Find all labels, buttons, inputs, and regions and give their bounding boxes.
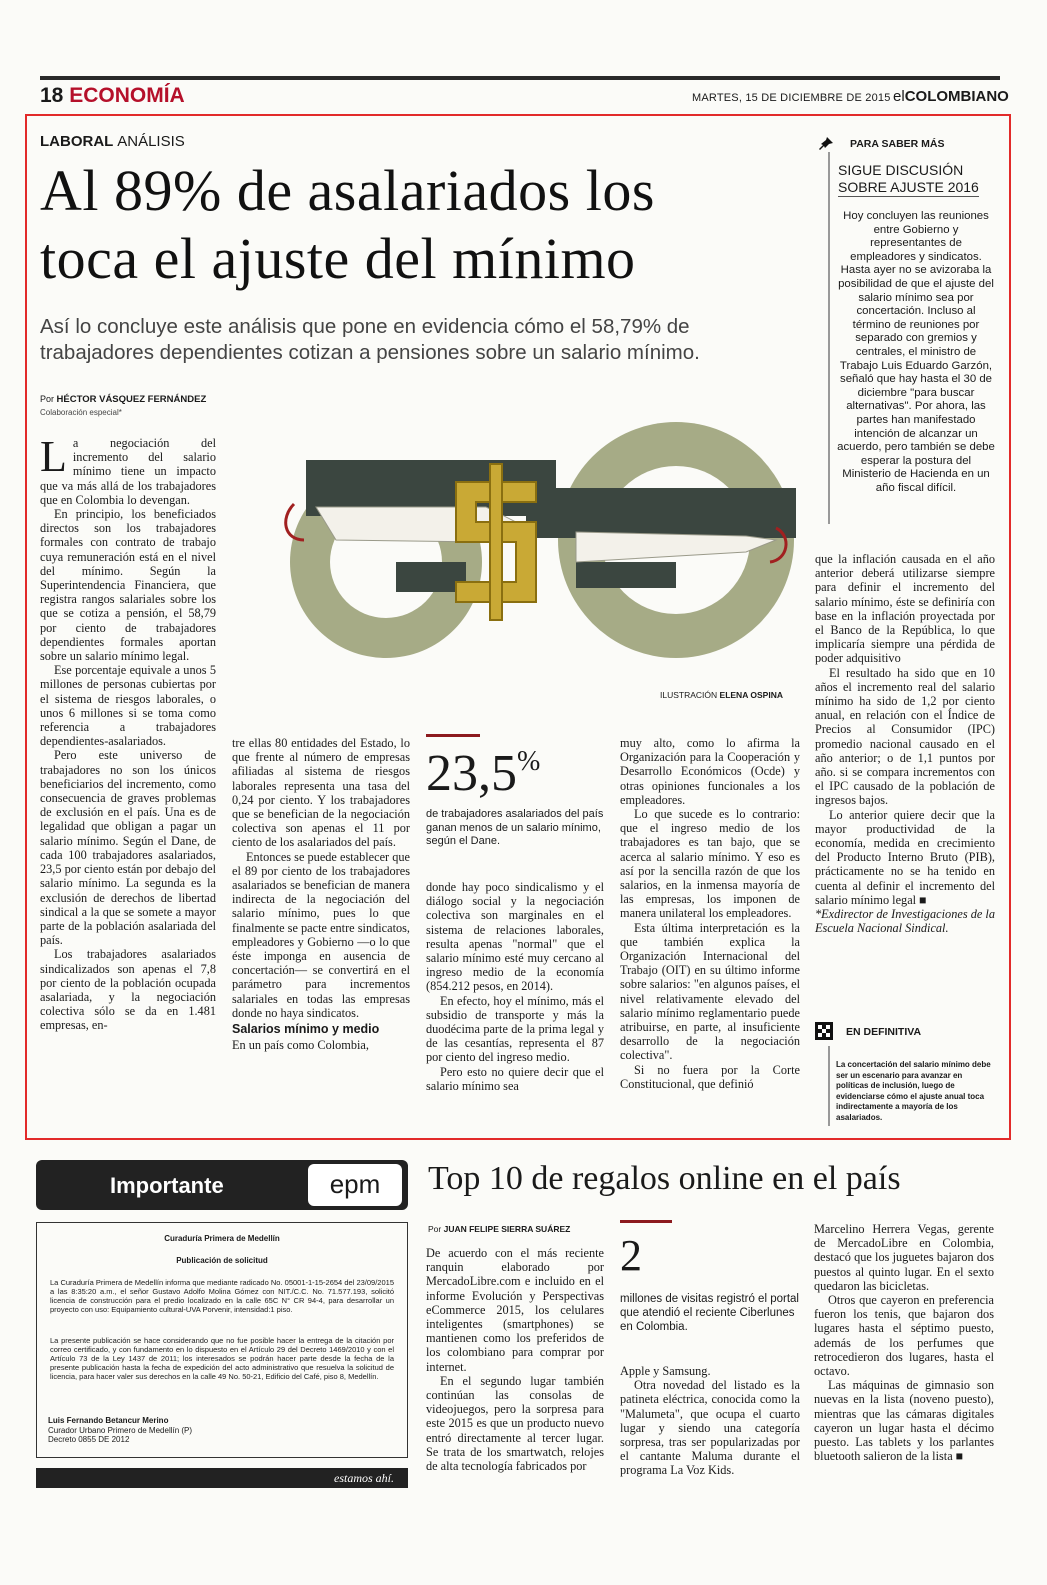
byline-prefix: Por bbox=[40, 394, 55, 404]
epm-logo: epm bbox=[308, 1164, 402, 1206]
article-footnote: *Exdirector de Investigaciones de la Escuela Nacional Sindical. bbox=[815, 907, 995, 936]
headline-line-2: toca el ajuste del mínimo bbox=[40, 226, 636, 291]
pullquote-unit: % bbox=[517, 746, 541, 777]
col5-p3: Lo anterior quiere decir que la mayor productividad de la economía, medida en crecimiento del Producto Interno Bruto (PIB), prácticamente no se ha tenido en cuenta al definir el incremento del salario mínimo legal ■ bbox=[815, 807, 995, 907]
sidebar-body: Hoy concluyen las reuniones entre Gobierno y representantes de empleadores y sindicatos. Hasta ayer no se avizoraba la posibilidad de que el ajuste del salario mínimo sea por concertación. Incluso al término de reuniones por separado con gremios y centrales, el ministro de Trabajo Luis Eduardo Garzón, señaló que hay hasta el 30 de diciembre "para buscar alternativas". Por ahora, las partes han manifestado intención de alcanzar un acuerdo, pero también se debe esperar la postura del Ministerio de Hacienda en un año fiscal difícil. bbox=[837, 210, 995, 494]
pullquote-text: de trabajadores asalariados del país ganan menos de un salario mínimo, según el Dane. bbox=[426, 808, 604, 847]
page-number: 18 bbox=[40, 84, 64, 107]
header-rule bbox=[40, 76, 1000, 80]
ad-subtitle: Publicación de solicitud bbox=[176, 1256, 268, 1265]
article-column-5 bbox=[815, 552, 995, 935]
sidebar-title bbox=[838, 162, 979, 197]
story2-byline-name: JUAN FELIPE SIERRA SUÁREZ bbox=[443, 1224, 571, 1234]
pin-icon bbox=[818, 136, 834, 152]
brand-name: COLOMBIANO bbox=[904, 88, 1009, 105]
ad-paragraph-2: La presente publicación se hace considerando que no fue posible hacer la entrega de la citación por correo certificado, y con fundamento en lo dispuesto en el Artículo 29 del Decreto 1469/2010 y con el Artículo 73 de la Ley 1437 de 2011; los interesados se podrán hacer parte desde la fecha de la presente publicación hasta la fecha de expedición del acto administrativo que resuelva la solicitud de licencia, para hacer valer sus derechos en la calle 49 No. 50-21, Edificio del Café, piso 8, Medellín. bbox=[50, 1336, 394, 1381]
col4-p3: Esta última interpretación es la que también explica la Organización Internacional del Trabajo (OIT) en su último informe sobre salarios: "en algunos países, el nivel relativamente elevado del salario mínimo reglamentario puede atribuirse, en parte, al insuficiente desarrollo de la negociación colectiva". bbox=[620, 920, 800, 1063]
byline-name: HÉCTOR VÁSQUEZ FERNÁNDEZ bbox=[56, 394, 207, 405]
col1-p4: Pero este universo de trabajadores no son los únicos beneficiarios del incremento, como consecuencia de graves problemas de exclusión en el país. Una es de legalidad que obligan a pagar un salario mínimo. Según el Dane, de cada 100 trabajadores asalariados, 23,5 por ciento están por debajo del salario mínimo. La segunda es la exclusión de derechos de libertad sindical a la que se somete a mayor parte de la población asalariada del país. bbox=[40, 748, 216, 948]
col2-p2: Entonces se puede establecer que el 89 por ciento de los trabajadores asalariados se benefician de manera indirecta de la negociación del salario mínimo, pues lo que finalmente se pacte entre sindicatos, empleadores y Gobierno —o lo que éste imponga en ausencia de concertación— se convertirá en el parámetro para incrementos salariales en todas las empresas donde no haya sindicatos. bbox=[232, 849, 410, 1020]
illustration-credit bbox=[660, 690, 783, 700]
dateline: MARTES, 15 DE DICIEMBRE DE 2015 bbox=[692, 92, 891, 104]
article-column-1 bbox=[40, 432, 216, 1033]
article-column-2 bbox=[232, 736, 410, 1052]
col1-p3: Ese porcentaje equivale a unos 5 millones de personas cubiertas por el sistema de riesgos laborales, o unos 6 millones si se toma como referencia a trabajadores dependientes-asalariados. bbox=[40, 663, 216, 749]
drop-cap: L bbox=[40, 432, 67, 481]
definitiva-rule bbox=[828, 1046, 830, 1126]
pullquote-rule bbox=[426, 734, 480, 737]
ad-org: Curaduría Primera de Medellín bbox=[164, 1234, 280, 1243]
story2-column-3 bbox=[814, 1222, 994, 1463]
article-column-4 bbox=[620, 736, 800, 1091]
sidebar-rule bbox=[828, 152, 830, 524]
subhead: Salarios mínimo y medio bbox=[232, 1022, 380, 1037]
col2-p3: En un país como Colombia, bbox=[232, 1038, 369, 1053]
byline-role: Colaboración especial* bbox=[40, 408, 122, 417]
story2-column-1 bbox=[426, 1246, 604, 1473]
story2-col2-p1: Apple y Samsung. bbox=[620, 1364, 711, 1378]
col1-p1: a negociación del incremento del salario mínimo tiene un impacto que va más allá de los trabajadores que en Colombia lo devengan. bbox=[40, 436, 216, 507]
article-byline bbox=[40, 394, 206, 405]
ad-paragraph-1: La Curaduría Primera de Medellín informa que mediante radicado No. 05001-1-15-2654 del 23/09/2015 a las 8:35:20 a.m., el señor Gustavo Adolfo Molina Gómez con NIT./C.C. No. 71.577.193, solicitó licencia de construcción para el predio localizado en la calle 65C N° CR 94-4, para desarrollar un proyecto con uso: Equipamiento cultural-UVA Porvenir, intensidad:1 piso. bbox=[50, 1278, 394, 1314]
col1-p2: En principio, los beneficiados directos son los trabajadores formales con contrato de trabajo cuya remuneración está en el nivel del mínimo. Según la Superintendencia Financiera, que registra rangos salariales sobre los que se cotiza a pensión, el 58,79 por ciento de trabajadores dependientes formales aportan sobre un salario mínimo legal. bbox=[40, 507, 216, 664]
col3-p1: donde hay poco sindicalismo y el diálogo social y la negociación colectiva son marginales en el sistema de relaciones laborales, resulta apenas "normal" que el salario mínimo esté muy cercano al ingreso medio de la economía (854.212 pesos, en 2014). bbox=[426, 880, 604, 994]
pullquote-value: 23,5 bbox=[426, 745, 517, 802]
story2-col1-p2: En el segundo lugar también continúan las consolas de videojuegos, pero la sorpresa para este 2015 es que un producto nuevo entró directamente al tercer lugar. Se trata de los smartwatch, relojes de alta tecnología fabricados por bbox=[426, 1373, 604, 1474]
kicker-light: ANÁLISIS bbox=[117, 133, 185, 150]
ad-signature bbox=[48, 1416, 192, 1445]
col5-p1: que la inflación causada en el año anterior deberá utilizarse siempre para definir el incremento del salario mínimo, éste se definiría con base en la inflación proyectada por el Banco de la República, lo que implicaría siempre una pérdida de poder adquisitivo bbox=[815, 552, 995, 666]
section-name: ECONOMÍA bbox=[69, 84, 185, 107]
col4-p2: Lo que sucede es lo contrario: que el ingreso medio de los trabajadores es tan bajo, que se acerca al salario mínimo. Y eso es así por la sencilla razón de que los salarios, en la inmensa mayoría de las empresas, los imponen de manera unilateral los empleadores. bbox=[620, 807, 800, 921]
kicker-bold: LABORAL bbox=[40, 133, 114, 150]
sidebar-kicker: PARA SABER MÁS bbox=[850, 138, 945, 150]
story2-col3-p3: Las máquinas de gimnasio son nuevas en la lista (noveno puesto), mientras que las cámaras digitales cayeron un lugar hasta el décimo puesto. Las tablets y los parlantes bluetooth salieron de la lista ■ bbox=[814, 1378, 994, 1464]
ad-sig-name: Luis Fernando Betancur Merino bbox=[48, 1416, 169, 1425]
col3-p2: En efecto, hoy el mínimo, más el subsidio de transporte y más la duodécima parte de la prima legal y de las cesantías, representa el 87 por ciento del ingreso medio. bbox=[426, 993, 604, 1065]
story2-pullquote-rule bbox=[620, 1220, 672, 1223]
sidebar-title-line-2: SOBRE AJUSTE 2016 bbox=[838, 179, 979, 195]
col3-p3: Pero esto no quiere decir que el salario mínimo sea bbox=[426, 1064, 604, 1093]
story2-col3-p2: Otros que cayeron en preferencia fueron los tenis, que bajaron dos lugares hasta el séptimo puesto, además de los perfumes que retrocedieron dos lugares, hasta el octavo. bbox=[814, 1293, 994, 1379]
pullquote-number bbox=[426, 744, 540, 803]
col5-p2: El resultado ha sido que en 10 años el incremento real del salario mínimo ha sido de 1,2 por ciento anual, en relación con el Índice de Precios al Consumidor (IPC) promedio nacional causado en el año anterior; o de 1,1 puntos por año. si se compara incrementos con el IPC causado de la población de ingresos bajos. bbox=[815, 665, 995, 808]
article-deck: Así lo concluye este análisis que pone en evidencia cómo el 58,79% de trabajadores dependientes cotizan a pensiones sobre un salario mínimo. bbox=[40, 315, 700, 364]
col1-p5: Los trabajadores asalariados sindicalizados son apenas el 7,8 por ciento de la población ocupada asalariada, y la negociación colectiva sólo se da en 1.481 empresas, en- bbox=[40, 947, 216, 1033]
story2-column-2 bbox=[620, 1364, 800, 1478]
page-folio bbox=[40, 84, 185, 108]
ad-footer-text: estamos ahí. bbox=[334, 1471, 394, 1485]
col4-p4: Si no fuera por la Corte Constitucional, que definió bbox=[620, 1062, 800, 1091]
sidebar-title-line-1: SIGUE DISCUSIÓN bbox=[838, 162, 964, 178]
story2-headline: Top 10 de regalos online en el país bbox=[428, 1160, 901, 1197]
ad-sig-decree: Decreto 0855 DE 2012 bbox=[48, 1435, 130, 1444]
story2-byline-prefix: Por bbox=[428, 1224, 442, 1234]
credit-prefix: ILUSTRACIÓN bbox=[660, 690, 718, 700]
story2-col2-p2: Otra novedad del listado es la patineta eléctrica, conocida como la "Malumeta", que ocupa el cuarto lugar y siendo una categoría sorpresa, tras ser popularizadas por el cantante Maluma durante el programa La Voz Kids. bbox=[620, 1378, 800, 1478]
ad-title: Importante bbox=[110, 1173, 224, 1198]
definitiva-icon bbox=[815, 1022, 833, 1040]
story2-col1-p1: De acuerdo con el más reciente ranquin elaborado por MercadoLibre.com e incluido en el informe Evolución y Perspectivas eCommerce 2015, los celulares inteligentes (smartphones) se mantienen como los preferidos de los colombiano para comprar por internet. bbox=[426, 1246, 604, 1374]
article-kicker bbox=[40, 133, 185, 150]
definitiva-body: La concertación del salario mínimo debe ser un escenario para avanzar en políticas de inclusión, luego de evidenciarse cómo el ajuste anual toca indirectamente a mayoría de los asalariados. bbox=[836, 1060, 991, 1122]
brand-logo bbox=[893, 88, 1009, 105]
ad-sig-role: Curador Urbano Primero de Medellín (P) bbox=[48, 1425, 193, 1435]
article-column-3 bbox=[426, 880, 604, 1093]
credit-author: ELENA OSPINA bbox=[719, 690, 783, 700]
story2-pullquote-text: millones de visitas registró el portal que atendió el reciente Ciberlunes en Colombia. bbox=[620, 1293, 799, 1333]
illustration-hands-dollar bbox=[276, 412, 806, 690]
definitiva-kicker: EN DEFINITIVA bbox=[846, 1026, 922, 1038]
story2-col3-p1: Marcelino Herrera Vegas, gerente de MercadoLibre en Colombia, destacó que los juguetes bajaron dos puestos al quinto lugar. En el sexto quedaron las bicicletas. bbox=[814, 1222, 994, 1293]
col2-p1: tre ellas 80 entidades del Estado, lo que frente al número de empresas afiliadas al sistema de riesgos laborales representa una tasa del 0,24 por ciento. Y los trabajadores que se benefician de la negociación colectiva son apenas el 11 por ciento de los asalariados del país. bbox=[232, 736, 410, 850]
story2-byline bbox=[428, 1224, 570, 1234]
brand-prefix: el bbox=[893, 88, 905, 105]
headline-line-1: Al 89% de asalariados los bbox=[40, 158, 655, 223]
col4-p1: muy alto, como lo afirma la Organización para la Cooperación y Desarrollo Económicos (Ocde) y otras opiniones funcionales a los empleadores. bbox=[620, 736, 800, 807]
article-headline bbox=[40, 157, 800, 293]
ad-footer bbox=[36, 1468, 408, 1488]
story2-pullquote-number: 2 bbox=[620, 1231, 642, 1280]
